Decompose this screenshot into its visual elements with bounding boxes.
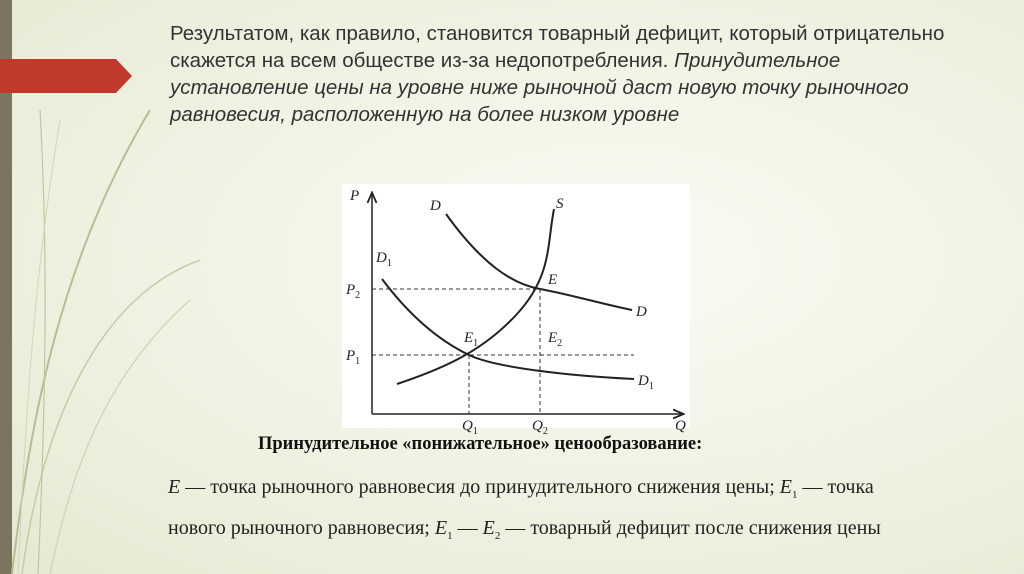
intro-italic-text: Принудительное установление цены на уровне ниже рыночной даст новую точку рыночного равновесия, расположенную на более низком уровне [170, 49, 909, 126]
curve-d-label: D [430, 198, 441, 214]
tick-p2-label: $P_2$ [346, 282, 361, 301]
tick-p1-label: $P_1$ [346, 348, 361, 367]
y-axis-label: P [350, 188, 360, 204]
curve-s-label: S [556, 196, 564, 212]
demand-curve-d1 [382, 279, 634, 379]
tick-q2-label: $Q_2$ [532, 418, 548, 437]
curve-d-end-label: D [636, 304, 647, 320]
tick-q1-label: $Q_1$ [462, 418, 478, 437]
curve-d1-label: $D_1$ [376, 250, 392, 269]
intro-plain-text: Результатом, как правило, становится товарный дефицит, который отрицательно скажется на всем обществе из-за недопотребления. [170, 22, 945, 72]
point-e-label: E [548, 272, 558, 288]
supply-demand-diagram [342, 184, 690, 437]
intro-paragraph [170, 20, 970, 128]
diagram-caption-text: E — точка рыночного равновесия до принудительного снижения цены; $E_1$ — точка нового рыночного равновесия; $E_1$ — $E_2$ — товарный дефицит после снижения цены [168, 476, 881, 542]
point-e1-label: $E_1$ [464, 330, 479, 349]
diagram-caption-title: Принудительное «понижательное» ценообразование: [258, 434, 703, 454]
demand-curve-d [446, 214, 632, 310]
point-e2-label: $E_2$ [548, 330, 563, 349]
x-axis-label: Q [675, 418, 686, 434]
curve-d1-end-label: $D_1$ [638, 373, 654, 392]
slide-arrow-icon [0, 59, 132, 93]
